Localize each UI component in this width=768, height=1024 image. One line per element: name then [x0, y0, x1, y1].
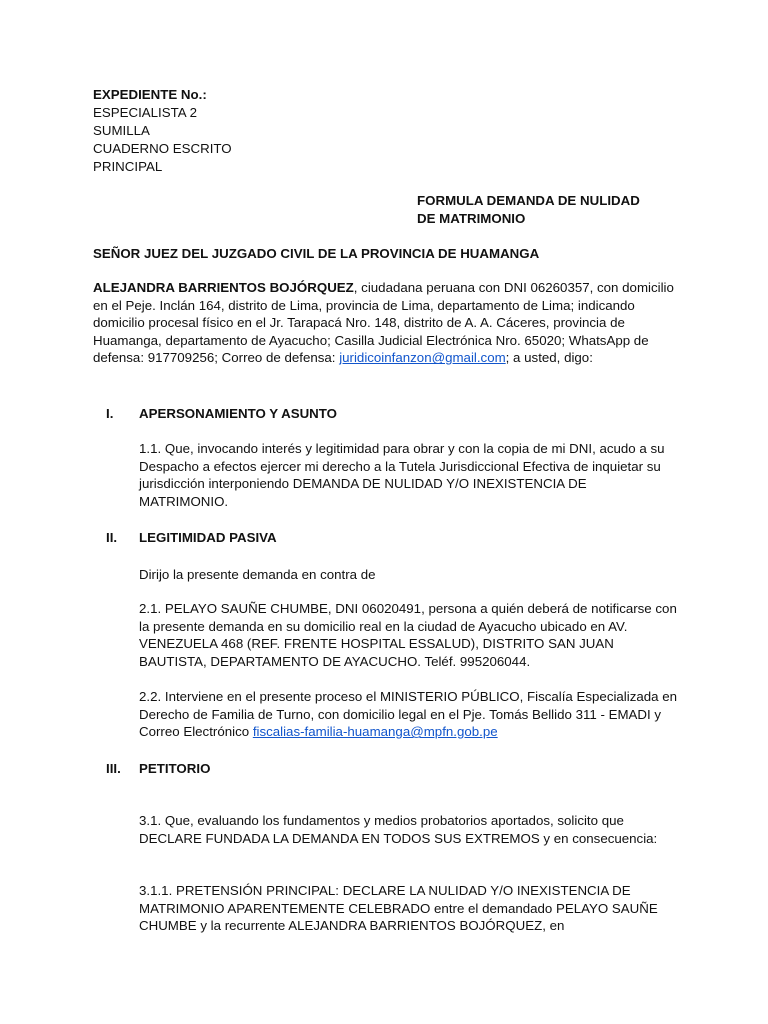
section-2-paragraph-1: 2.1. PELAYO SAUÑE CHUMBE, DNI 06020491, persona a quién deberá de notificarse con la presente demanda en su domicilio real en la ciudad de Ayacucho ubicado en AV. VENEZUELA 468 (REF. FRENTE HOSPITAL ESSALUD), DISTRITO SAN JUAN BAUTISTA, DEPARTAMENTO DE AYACUCHO. Teléf. 995206044.	[139, 601, 677, 669]
section-title-2: LEGITIMIDAD PASIVA	[139, 530, 277, 545]
section-title-1: APERSONAMIENTO Y ASUNTO	[139, 406, 338, 421]
section-3-paragraph-1: 3.1. Que, evaluando los fundamentos y medios probatorios aportados, solicito que DECLARE FUNDADA LA DEMANDA EN TODOS SUS EXTREMOS y en consecuencia:	[139, 813, 658, 846]
section-3-paragraph-2: 3.1.1. PRETENSIÓN PRINCIPAL: DECLARE LA NULIDAD Y/O INEXISTENCIA DE MATRIMONIO APARENTEMENTE CELEBRADO entre el demandado PELAYO SAUÑE CHUMBE y la recurrente ALEJANDRA BARRIENTOS BOJÓRQUEZ, en	[139, 883, 658, 934]
intro-text: , ciudadana peruana con DNI 06260357, con domicilio en el Peje. Inclán 164, distrito de Lima, provincia de Lima, departamento de Lima; indicando domicilio procesal físico en el Jr. Tarapacá Nro. 148, distrito de A. A. Cáceres, provincia de Huamanga, departamento de Ayacucho; Casilla Judicial Electrónica Nro. 65020; WhatsApp de defensa: 917709256; Correo de defensa:	[93, 280, 674, 366]
section-2-paragraph-2	[139, 688, 679, 741]
section-1-paragraph-1: 1.1. Que, invocando interés y legitimidad para obrar y con la copia de mi DNI, acudo a su Despacho a efectos ejercer mi derecho a la Tutela Jurisdiccional Efectiva de inquietar su jurisdicción interponiendo DEMANDA DE NULIDAD Y/O INEXISTENCIA DE MATRIMONIO.	[139, 441, 665, 509]
fiscalia-email-link[interactable]: fiscalias-familia-huamanga@mpfn.gob.pe	[252, 724, 498, 740]
principal-label: PRINCIPAL	[93, 159, 163, 174]
sumilla-formula	[417, 192, 677, 227]
section-2-intro: Dirijo la presente demanda en contra de	[139, 567, 376, 582]
defense-email-link[interactable]: juridicoinfanzon@gmail.com	[339, 350, 506, 366]
intro-closing: ; a usted, digo:	[505, 350, 593, 366]
expediente-label: EXPEDIENTE No.:	[93, 87, 207, 102]
plaintiff-name: ALEJANDRA BARRIENTOS BOJÓRQUEZ	[93, 280, 354, 295]
section-number-3: III.	[106, 761, 121, 776]
case-header	[93, 86, 232, 176]
formula-line-1: FORMULA DEMANDA DE NULIDAD	[417, 193, 640, 208]
formula-line-2: DE MATRIMONIO	[417, 210, 526, 226]
section-title-3: PETITORIO	[139, 761, 211, 776]
sumilla-label: SUMILLA	[93, 123, 150, 138]
section-number-2: II.	[106, 530, 118, 545]
section-2-paragraph-2-text: 2.2. Interviene en el presente proceso el MINISTERIO PÚBLICO, Fiscalía Especializada en Derecho de Familia de Turno, con domicilio legal en el Pje. Tomás Bellido 311 - EMADI y Correo Electrónico	[139, 689, 678, 740]
intro-paragraph	[93, 279, 683, 367]
cuaderno-label: CUADERNO ESCRITO	[93, 141, 232, 156]
especialista-label: ESPECIALISTA 2	[93, 105, 197, 120]
judge-address: SEÑOR JUEZ DEL JUZGADO CIVIL DE LA PROVINCIA DE HUAMANGA	[93, 246, 540, 261]
section-number-1: I.	[106, 406, 114, 421]
